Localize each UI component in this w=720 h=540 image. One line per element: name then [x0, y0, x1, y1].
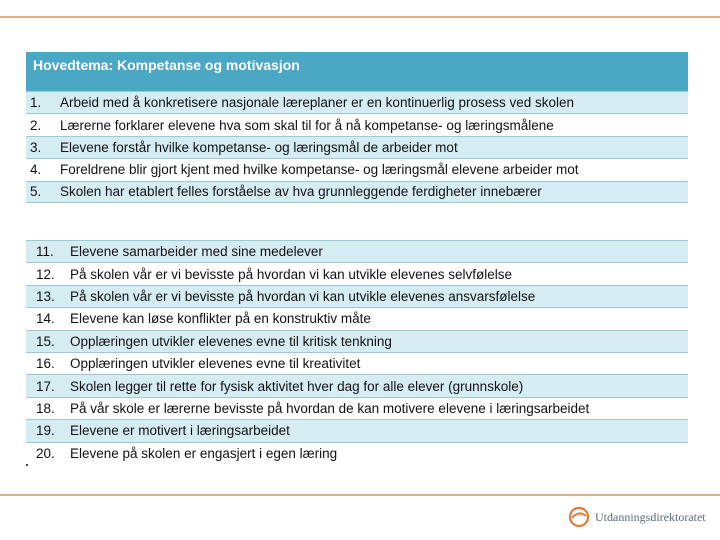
row-number: 17. [36, 378, 55, 394]
row-text: På vår skole er lærerne bevisste på hvordan de kan motivere elevene i læringsarbeidet [70, 400, 590, 416]
row-number: 2. [30, 117, 42, 133]
table-row [26, 442, 688, 464]
table-row [26, 397, 688, 419]
row-text: Skolen har etablert felles forståelse av hva grunnleggende ferdigheter innebærer [60, 184, 542, 200]
row-text: På skolen vår er vi bevisste på hvordan vi kan utvikle elevenes selvfølelse [70, 266, 512, 282]
row-number: 18. [36, 400, 55, 416]
table-row [26, 352, 688, 374]
table-row [26, 91, 688, 113]
row-text: Skolen legger til rette for fysisk aktivitet hver dag for alle elever (grunnskole) [70, 378, 524, 394]
row-number: 4. [30, 162, 42, 178]
udir-logo [568, 506, 706, 528]
row-text: Elevene forstår hvilke kompetanse- og læringsmål de arbeider mot [60, 139, 458, 155]
row-text: Arbeid med å konkretisere nasjonale læreplaner er en kontinuerlig prosess ved skolen [60, 95, 575, 111]
table-row [26, 419, 688, 441]
table-row [26, 181, 688, 203]
competence-table-bottom [26, 240, 688, 464]
row-number: 13. [36, 288, 55, 304]
row-text: Elevene er motivert i læringsarbeidet [70, 423, 290, 439]
table-row [26, 307, 688, 329]
table-row [26, 113, 688, 135]
table-row [26, 285, 688, 307]
row-number: 1. [30, 95, 42, 111]
row-number: 12. [36, 266, 55, 282]
row-number: 14. [36, 311, 55, 327]
row-text: Elevene på skolen er engasjert i egen læring [70, 445, 338, 461]
logo-text: Utdanningsdirektoratet [595, 509, 706, 524]
row-text: Lærerne forklarer elevene hva som skal til for å nå kompetanse- og læringsmålene [60, 117, 554, 133]
table-row [26, 330, 688, 352]
competence-table-top [26, 52, 688, 203]
row-text: Elevene samarbeider med sine medelever [70, 244, 323, 260]
row-number: 15. [36, 333, 55, 349]
row-text: Opplæringen utvikler elevenes evne til kreativitet [70, 356, 361, 372]
table-row [26, 262, 688, 284]
bottom-divider [0, 494, 720, 496]
table-row [26, 240, 688, 262]
table-row [26, 374, 688, 396]
row-text: Foreldrene blir gjort kjent med hvilke kompetanse- og læringsmål elevene arbeider mot [60, 162, 579, 178]
row-text: Elevene kan løse konflikter på en konstruktiv måte [70, 311, 371, 327]
top-divider [0, 16, 720, 18]
row-number: 11. [36, 244, 54, 260]
row-number: 3. [30, 139, 42, 155]
table-row [26, 158, 688, 180]
row-text: På skolen vår er vi bevisste på hvordan vi kan utvikle elevenes ansvarsfølelse [70, 288, 536, 304]
table-row [26, 136, 688, 158]
row-number: 20. [36, 445, 55, 461]
row-number: 16. [36, 356, 55, 372]
row-number: 19. [36, 423, 55, 439]
row-number: 5. [30, 184, 42, 200]
row-text: Opplæringen utvikler elevenes evne til kritisk tenkning [70, 333, 392, 349]
table-header: Hovedtema: Kompetanse og motivasjon [26, 52, 688, 91]
udir-logo-icon [568, 506, 590, 528]
